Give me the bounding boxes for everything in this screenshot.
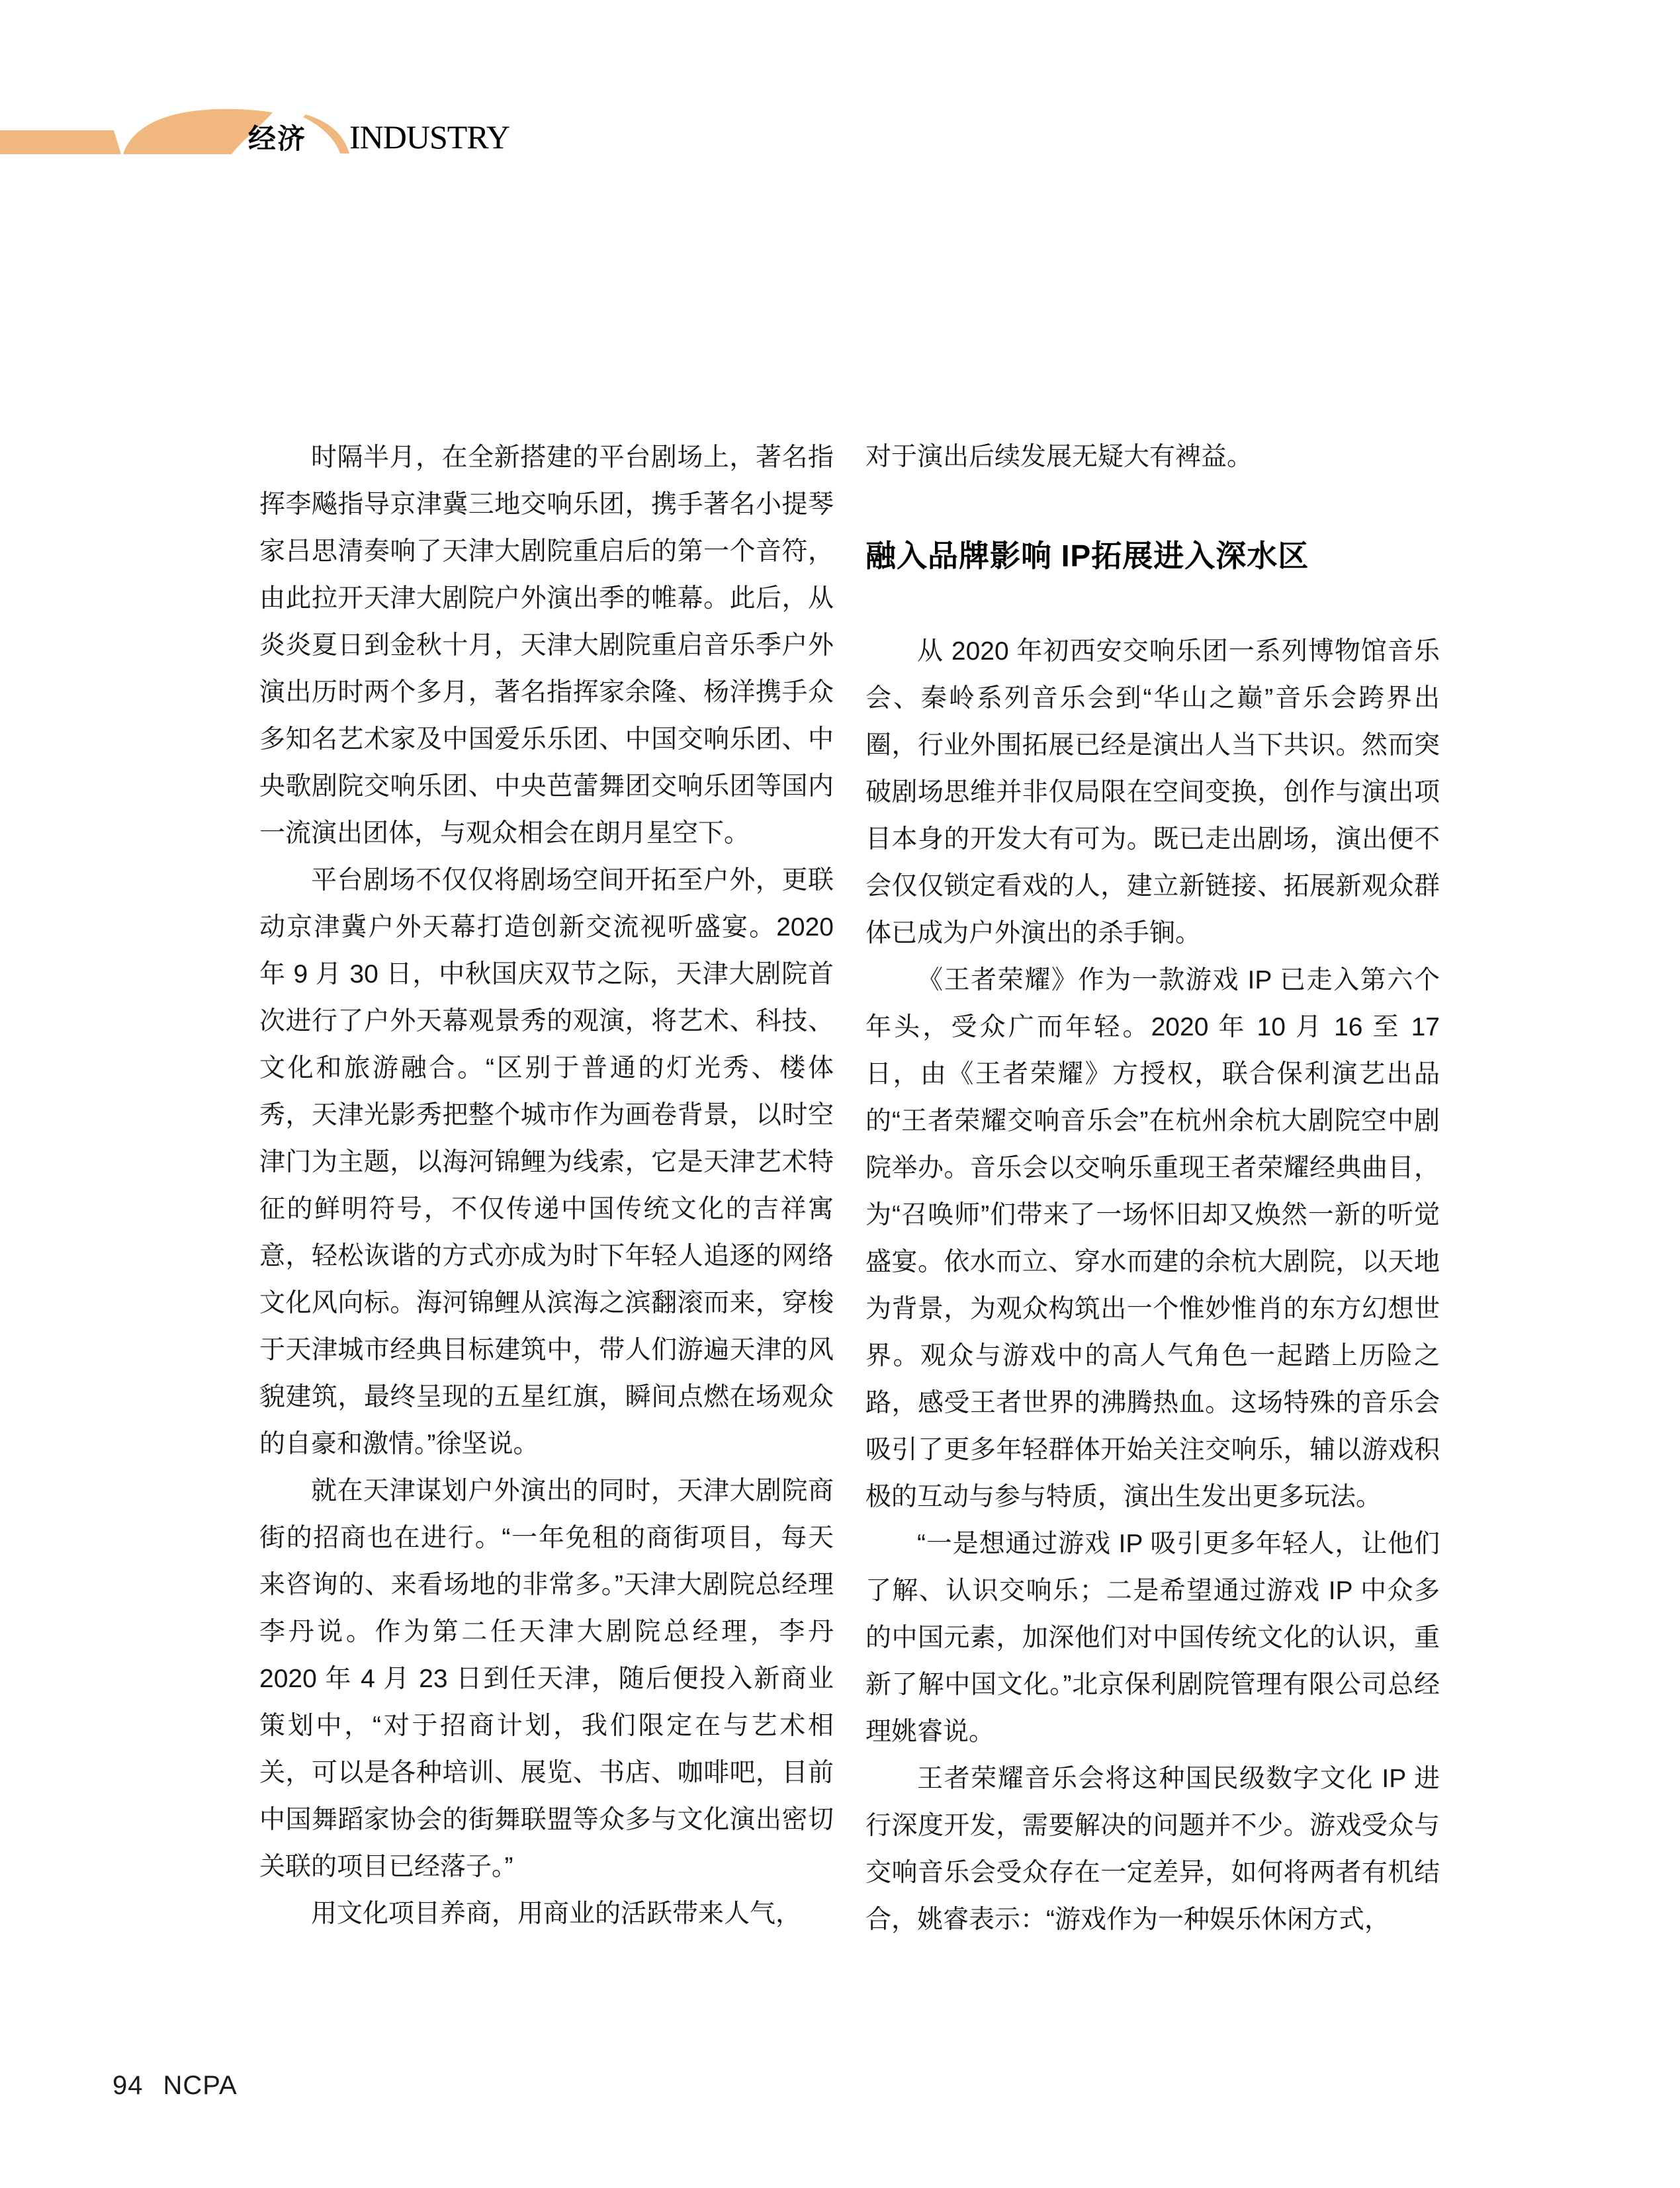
page-number: 94 [112,2071,144,2100]
category-label-en: INDUSTRY [349,118,510,155]
body-paragraph: 时隔半月，在全新搭建的平台剧场上，著名指挥李飚指导京津冀三地交响乐团，携手著名小提琴家吕思清奏响了天津大剧院重启后的第一个音符，由此拉开天津大剧院户外演出季的帷幕。此后，从炎炎夏日到金秋十月，天津大剧院重启音乐季户外演出历时两个多月，著名指挥家余隆、杨洋携手众多知名艺术家及中国爱乐乐团、中国交响乐团、中央歌剧院交响乐团、中央芭蕾舞团交响乐团等国内一流演出团体，与观众相会在朗月星空下。 [259,443,834,848]
body-paragraph: 平台剧场不仅仅将剧场空间开拓至户外，更联动京津冀户外天幕打造创新交流视听盛宴。2020 年 9 月 30 日，中秋国庆双节之际，天津大剧院首次进行了户外天幕观景秀的观演，将艺术、科技、文化和旅游融合。“区别于普通的灯光秀、楼体秀，天津光影秀把整个城市作为画卷背景，以时空津门为主题，以海河锦鲤为线索，它是天津艺术特征的鲜明符号，不仅传递中国传统文化的吉祥寓意，轻松诙谐的方式亦成为时下年轻人追逐的网络文化风向标。海河锦鲤从滨海之滨翻滚而来，穿梭于天津城市经典目标建筑中，带人们游遍天津的风貌建筑，最终呈现的五星红旗，瞬间点燃在场观众的自豪和激情。”徐坚说。 [259,866,834,1458]
category-label-cn: 经济 [248,123,307,154]
right-column [865,433,1440,1943]
body-paragraph: 王者荣耀音乐会将这种国民级数字文化 IP 进行深度开发，需要解决的问题并不少。游戏受众与交响音乐会受众存在一定差异，如何将两者有机结合，姚睿表示：“游戏作为一种娱乐休闲方式， [865,1765,1440,1934]
body-paragraph: 就在天津谋划户外演出的同时，天津大剧院商街的招商也在进行。“一年免租的商街项目，每天来咨询的、来看场地的非常多。”天津大剧院总经理李丹说。作为第二任天津大剧院总经理，李丹 2020 年 4 月 23 日到任天津，随后便投入新商业策划中，“对于招商计划，我们限定在与艺术相关，可以是各种培训、展览、书店、咖啡吧，目前中国舞蹈家协会的街舞联盟等众多与文化演出密切关联的项目已经落子。” [259,1477,834,1881]
body-paragraph-continuation: 对于演出后续发展无疑大有裨益。 [865,443,1253,471]
masthead [0,0,1680,212]
page-footer [112,2071,238,2100]
body-paragraph: 《王者荣耀》作为一款游戏 IP 已走入第六个年头，受众广而年轻。2020 年 10 月 16 至 17 日，由《王者荣耀》方授权，联合保利演艺出品的“王者荣耀交响音乐会”在杭州余杭大剧院空中剧院举办。音乐会以交响乐重现王者荣耀经典曲目，为“召唤师”们带来了一场怀旧却又焕然一新的听觉盛宴。依水而立、穿水而建的余杭大剧院，以天地为背景，为观众构筑出一个惟妙惟肖的东方幻想世界。观众与游戏中的高人气角色一起踏上历险之路，感受王者世界的沸腾热血。这场特殊的音乐会吸引了更多年轻群体开始关注交响乐，辅以游戏积极的互动与参与特质，演出生发出更多玩法。 [865,966,1440,1511]
section-heading: 融入品牌影响 IP拓展进入深水区 [865,539,1309,573]
journal-mark: NCPA [163,2071,238,2100]
body-paragraph: 用文化项目养商，用商业的活跃带来人气， [311,1900,802,1928]
left-column [259,434,834,1937]
body-paragraph: 从 2020 年初西安交响乐团一系列博物馆音乐会、秦岭系列音乐会到“华山之巅”音乐会跨界出圈，行业外围拓展已经是演出人当下共识。然而突破剧场思维并非仅局限在空间变换，创作与演出项目本身的开发大有可为。既已走出剧场，演出便不会仅仅锁定看戏的人，建立新链接、拓展新观众群体已成为户外演出的杀手锏。 [865,637,1440,947]
body-paragraph: “一是想通过游戏 IP 吸引更多年轻人，让他们了解、认识交响乐；二是希望通过游戏 IP 中众多的中国元素，加深他们对中国传统文化的认识，重新了解中国文化。”北京保利剧院管理有限公司总经理姚睿说。 [865,1530,1440,1746]
masthead-crescent [303,114,349,153]
masthead-swoosh-decoration [0,106,371,165]
masthead-bar [0,130,121,154]
